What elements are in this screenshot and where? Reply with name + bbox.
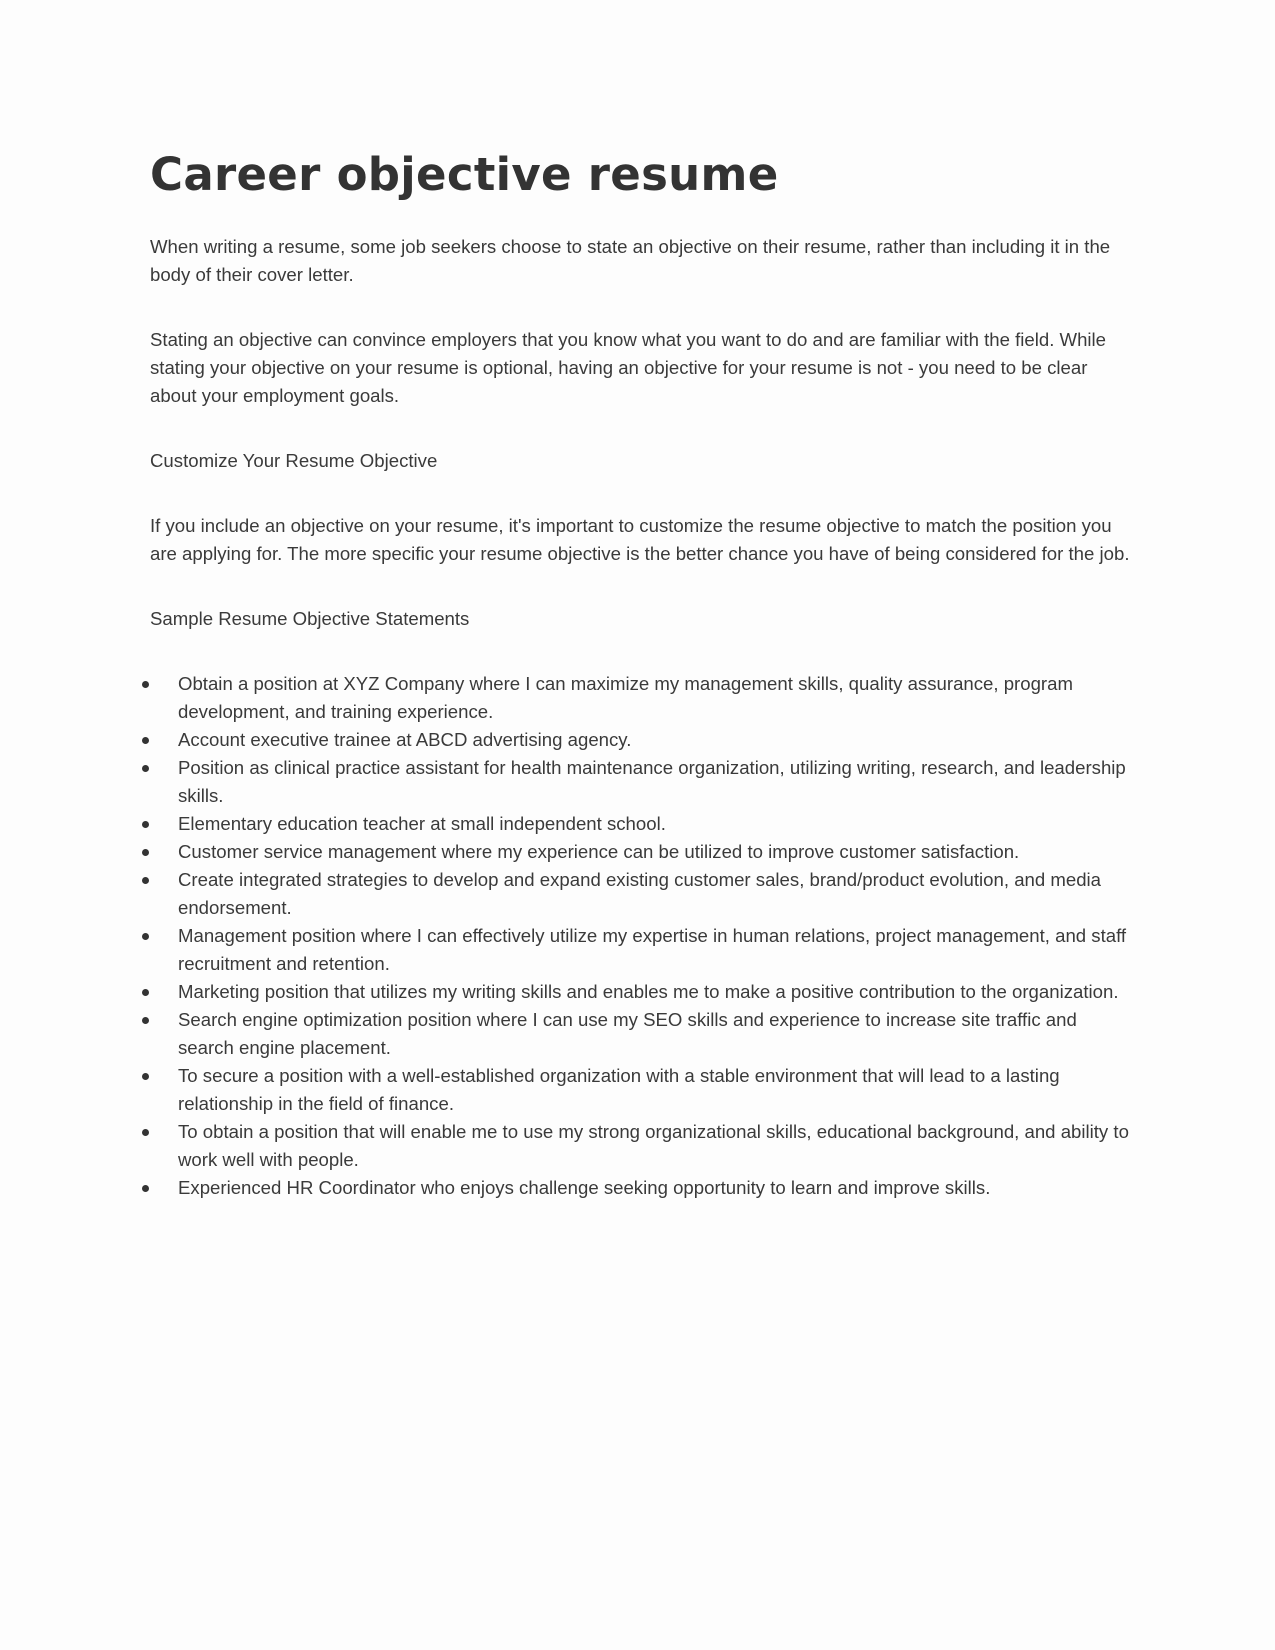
list-item-text: Elementary education teacher at small independent school.	[178, 813, 666, 834]
bullet-icon	[142, 737, 149, 744]
list-item	[150, 1118, 1130, 1174]
bullet-icon	[142, 765, 149, 772]
bullet-icon	[142, 1017, 149, 1024]
list-item-text: To obtain a position that will enable me to use my strong organizational skills, educational background, and ability to work well with people.	[178, 1121, 1129, 1170]
list-item-text: Management position where I can effectively utilize my expertise in human relations, project management, and staff recruitment and retention.	[178, 925, 1127, 974]
objective-importance-paragraph: Stating an objective can convince employers that you know what you want to do and are familiar with the field. While stating your objective on your resume is optional, having an objective for your resume is not - you need to be clear about your employment goals.	[150, 329, 1107, 406]
list-item	[150, 726, 1130, 754]
bullet-icon	[142, 681, 149, 688]
list-item	[150, 978, 1130, 1006]
list-item	[150, 866, 1130, 922]
list-item-text: To secure a position with a well-established organization with a stable environment that will lead to a lasting relationship in the field of finance.	[178, 1065, 1060, 1114]
bullet-icon	[142, 1129, 149, 1136]
document-page	[150, 145, 1130, 1202]
bullet-icon	[142, 933, 149, 940]
list-item	[150, 1006, 1130, 1062]
list-item-text: Obtain a position at XYZ Company where I can maximize my management skills, quality assurance, program development, and training experience.	[178, 673, 1073, 722]
intro-paragraph: When writing a resume, some job seekers choose to state an objective on their resume, rather than including it in the body of their cover letter.	[150, 236, 1111, 285]
list-item-text: Marketing position that utilizes my writing skills and enables me to make a positive contribution to the organization.	[178, 981, 1119, 1002]
list-item	[150, 810, 1130, 838]
customize-paragraph: If you include an objective on your resume, it's important to customize the resume objective to match the position you are applying for. The more specific your resume objective is the better chance you have of being considered for the job.	[150, 515, 1130, 564]
list-item	[150, 838, 1130, 866]
list-item-text: Search engine optimization position where I can use my SEO skills and experience to increase site traffic and search engine placement.	[178, 1009, 1077, 1058]
list-item-text: Position as clinical practice assistant for health maintenance organization, utilizing writing, research, and leadership skills.	[178, 757, 1126, 806]
list-item	[150, 922, 1130, 978]
list-item-text: Customer service management where my experience can be utilized to improve customer satisfaction.	[178, 841, 1020, 862]
list-item-text: Experienced HR Coordinator who enjoys challenge seeking opportunity to learn and improve skills.	[178, 1177, 991, 1198]
objective-list	[150, 670, 1130, 1202]
page-title: Career objective resume	[150, 148, 779, 201]
subheading-samples: Sample Resume Objective Statements	[150, 608, 470, 629]
list-item-text: Create integrated strategies to develop and expand existing customer sales, brand/product evolution, and media endorsement.	[178, 869, 1102, 918]
bullet-icon	[142, 877, 149, 884]
bullet-icon	[142, 849, 149, 856]
list-item	[150, 670, 1130, 726]
list-item-text: Account executive trainee at ABCD advertising agency.	[178, 729, 632, 750]
subheading-customize: Customize Your Resume Objective	[150, 450, 438, 471]
list-item	[150, 1062, 1130, 1118]
bullet-icon	[142, 821, 149, 828]
bullet-icon	[142, 989, 149, 996]
bullet-icon	[142, 1185, 149, 1192]
list-item	[150, 1174, 1130, 1202]
list-item	[150, 754, 1130, 810]
bullet-icon	[142, 1073, 149, 1080]
